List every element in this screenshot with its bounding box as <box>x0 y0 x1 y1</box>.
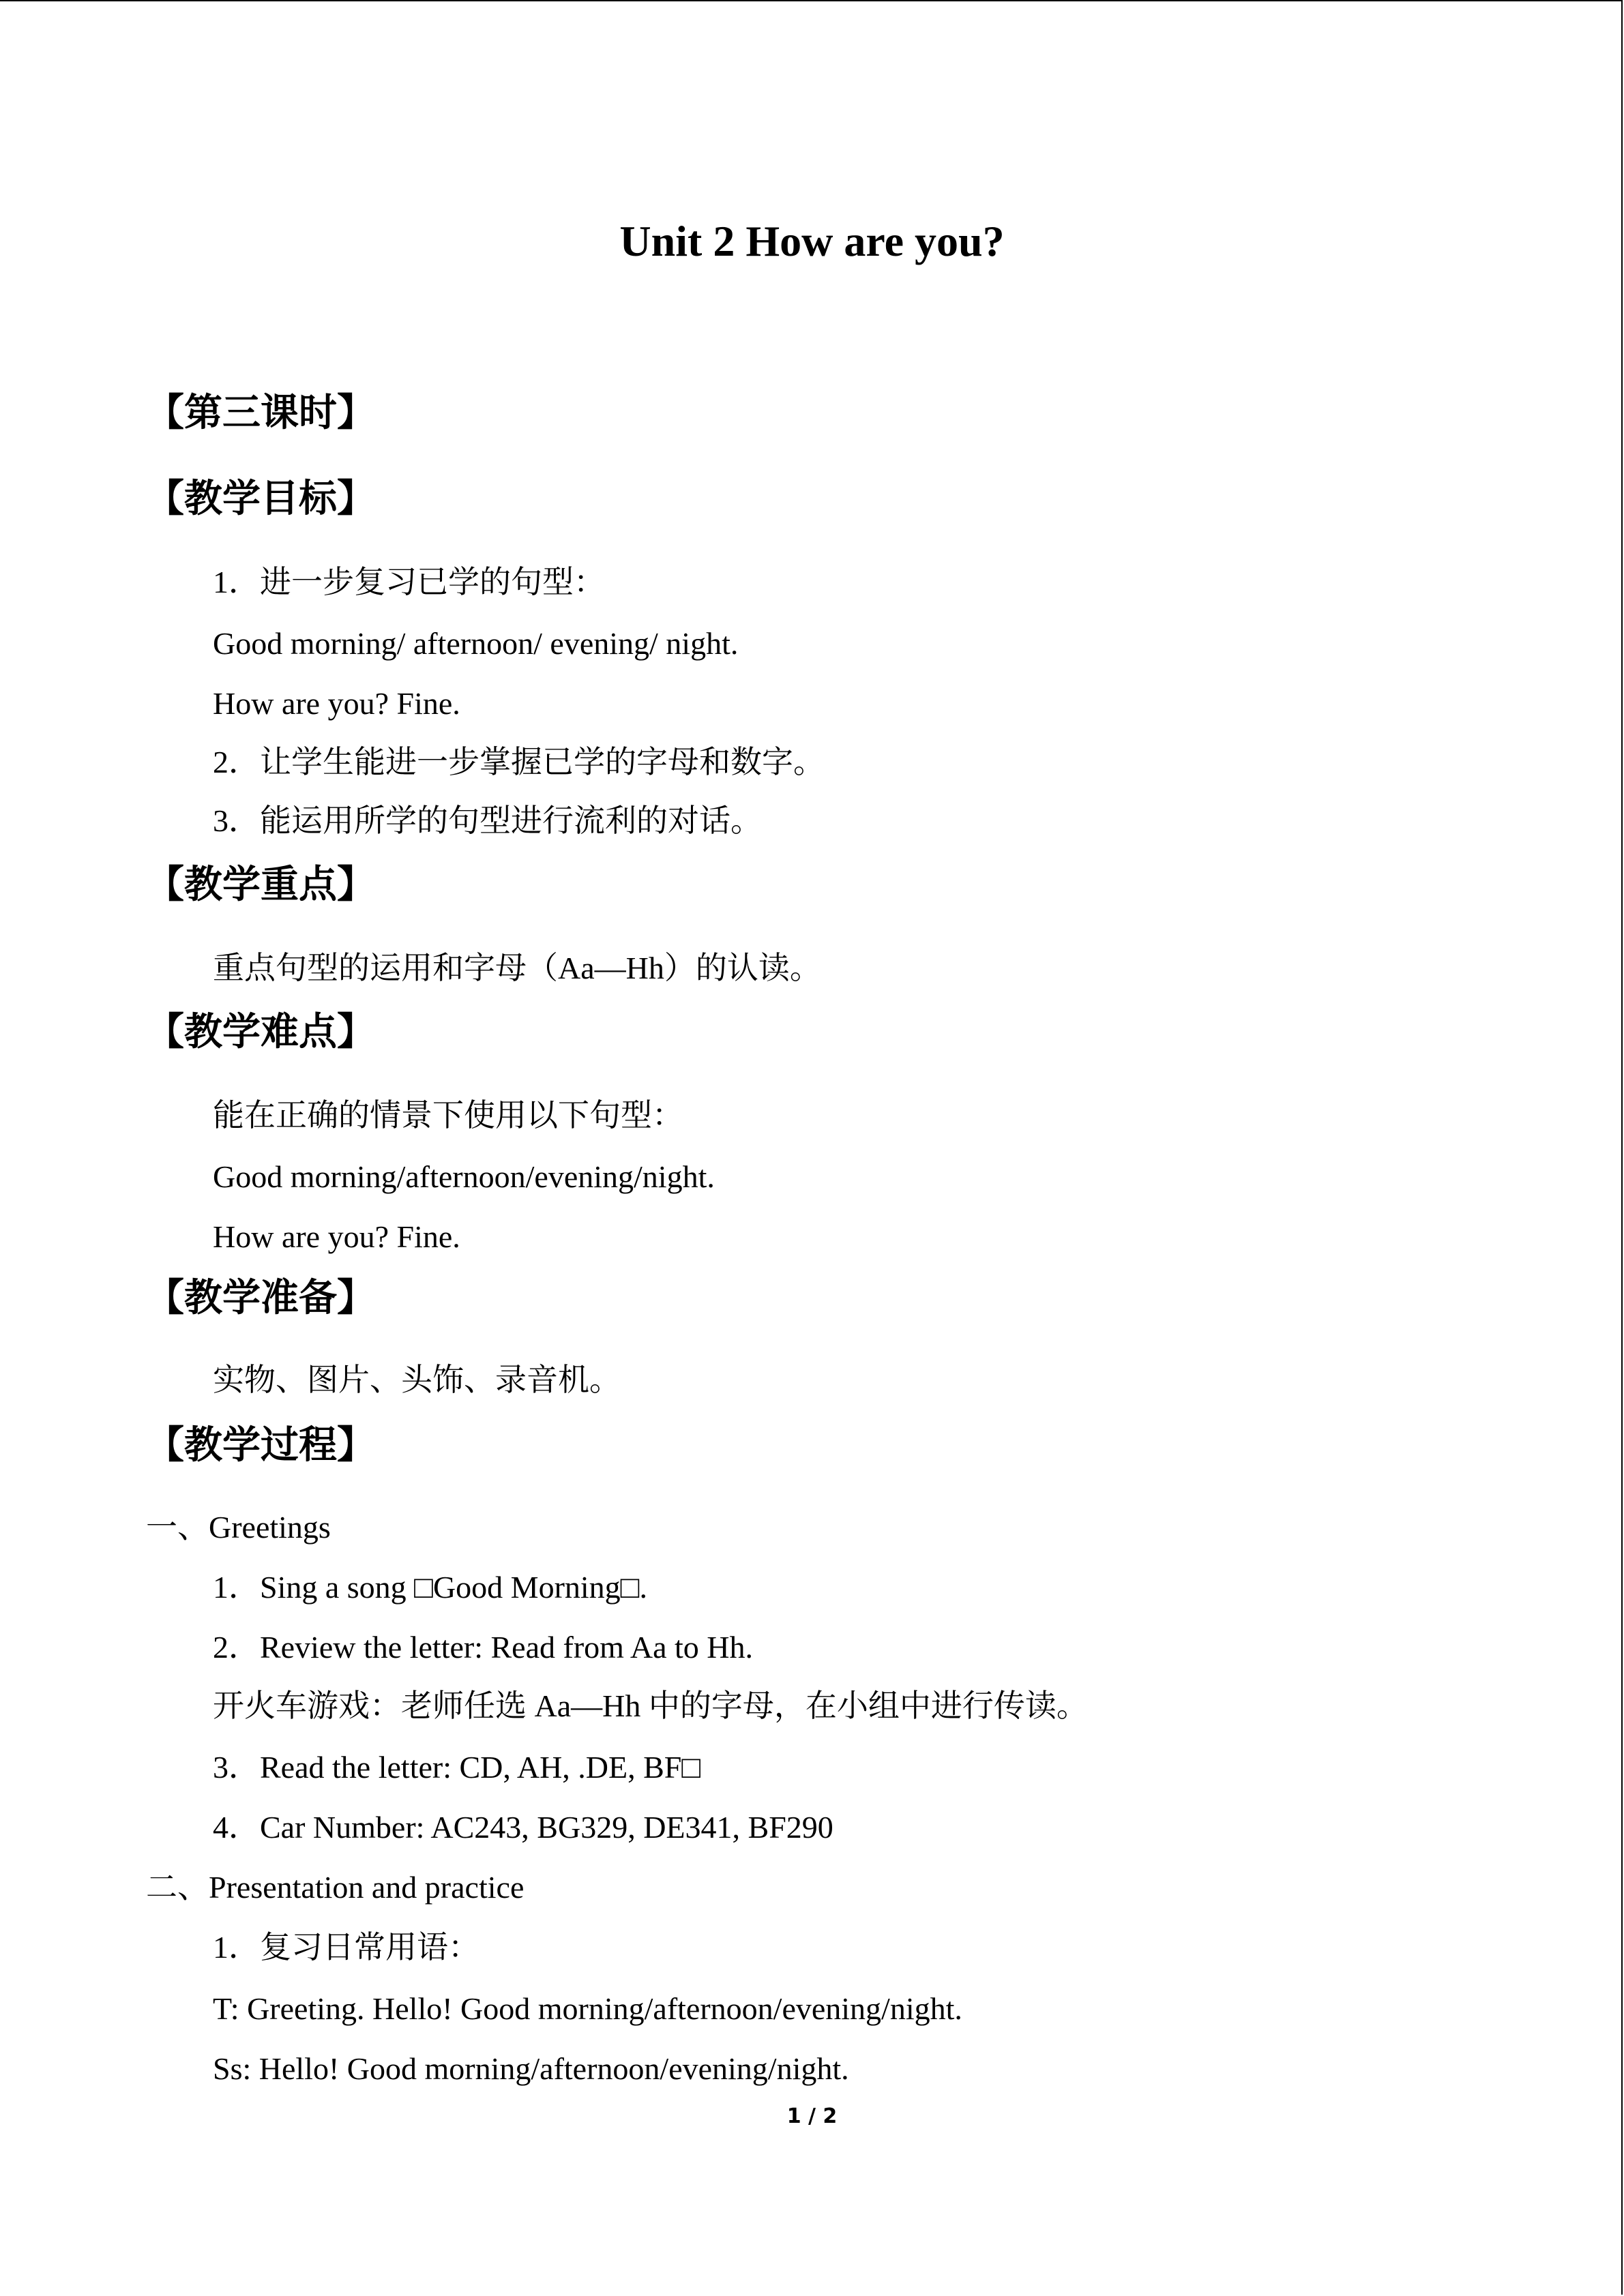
key-points-heading: 【教学重点】 <box>146 864 375 906</box>
process-part1-line: 4．Car Number: AC243, BG329, DE341, BF290 <box>213 1810 833 1845</box>
objectives-line: How are you? Fine. <box>213 686 460 721</box>
objectives-line: 1．进一步复习已学的句型： <box>213 565 605 599</box>
process-part1-line: 3．Read the letter: CD, AH, .DE, BF□ <box>213 1750 701 1785</box>
preparation-heading: 【教学准备】 <box>146 1277 375 1320</box>
process-part2-line: T: Greeting. Hello! Good morning/afternoon/evening/night. <box>213 1991 962 2026</box>
key-points-line: 重点句型的运用和字母（Aa—Hh）的认读。 <box>213 951 821 985</box>
process-part1-line: 2．Review the letter: Read from Aa to Hh. <box>213 1630 754 1665</box>
difficulties-line: Good morning/afternoon/evening/night. <box>213 1159 715 1194</box>
objectives-line: Good morning/ afternoon/ evening/ night. <box>213 626 739 661</box>
lesson-period-heading: 【第三课时】 <box>146 392 375 434</box>
page-number: 1 / 2 <box>786 2104 838 2128</box>
objectives-line: 3．能运用所学的句型进行流利的对话。 <box>213 803 762 838</box>
process-part1-line: 1．Sing a song □Good Morning□. <box>213 1570 647 1605</box>
difficulties-line: 能在正确的情景下使用以下句型： <box>213 1098 683 1133</box>
objectives-line: 2．让学生能进一步掌握已学的字母和数字。 <box>213 745 825 779</box>
preparation-line: 实物、图片、头饰、录音机。 <box>213 1362 621 1397</box>
objectives-heading: 【教学目标】 <box>146 478 375 520</box>
difficulties-heading: 【教学难点】 <box>146 1011 375 1054</box>
difficulties-line: How are you? Fine. <box>213 1219 460 1254</box>
process-part1-line: 开火车游戏：老师任选 Aa—Hh 中的字母，在小组中进行传读。 <box>213 1688 1088 1723</box>
process-part2-title: 二、Presentation and practice <box>146 1870 525 1905</box>
process-heading: 【教学过程】 <box>146 1425 375 1467</box>
document-title: Unit 2 How are you? <box>619 217 1005 265</box>
process-part2-line: Ss: Hello! Good morning/afternoon/evening/night. <box>213 2051 849 2086</box>
process-part2-line: 1．复习日常用语： <box>213 1930 479 1965</box>
process-part1-title: 一、Greetings <box>146 1510 331 1545</box>
